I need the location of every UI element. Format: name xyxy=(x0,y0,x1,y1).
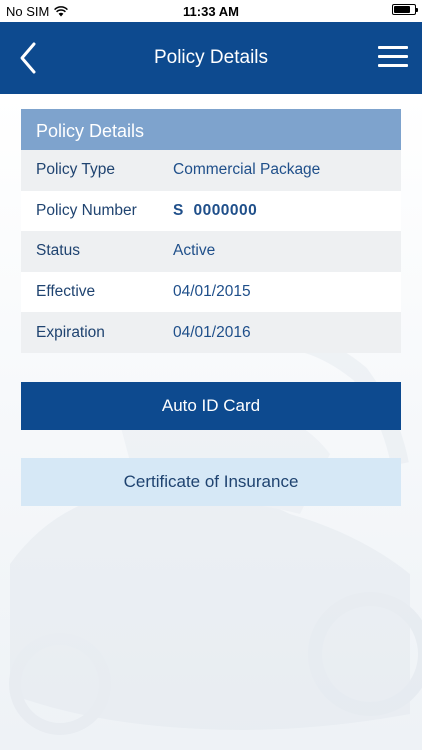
card-header: Policy Details xyxy=(21,109,401,150)
auto-id-card-button[interactable] xyxy=(21,382,401,430)
status-bar xyxy=(0,0,422,22)
row-value: 04/01/2016 xyxy=(173,323,251,341)
policy-details-card xyxy=(21,109,401,353)
certificate-of-insurance-button[interactable] xyxy=(21,458,401,506)
policy-number-row xyxy=(21,191,401,232)
hamburger-menu-icon xyxy=(378,55,408,58)
effective-row xyxy=(21,272,401,313)
expiration-row xyxy=(21,312,401,353)
row-label: Policy Type xyxy=(36,161,115,179)
status-right xyxy=(392,4,416,15)
row-label: Status xyxy=(36,242,80,260)
hamburger-menu-icon xyxy=(378,46,408,49)
button-label: Certificate of Insurance xyxy=(123,472,299,491)
row-value: S 0000000 xyxy=(173,201,258,219)
page-title: Policy Details xyxy=(153,47,269,68)
row-value: Commercial Package xyxy=(173,161,321,179)
policy-type-row xyxy=(21,150,401,191)
row-label: Expiration xyxy=(36,323,105,341)
status-time: 11:33 AM xyxy=(183,4,239,19)
battery-icon xyxy=(392,4,416,15)
row-value: Active xyxy=(173,242,216,260)
menu-button[interactable] xyxy=(378,46,408,68)
row-label: Effective xyxy=(36,283,96,301)
row-value: 04/01/2015 xyxy=(173,283,251,301)
carrier-label: No SIM xyxy=(6,4,50,19)
hamburger-menu-icon xyxy=(378,64,408,67)
battery-level xyxy=(394,6,410,13)
row-label: Policy Number xyxy=(36,201,137,219)
button-label: Auto ID Card xyxy=(161,396,261,415)
status-row xyxy=(21,231,401,272)
nav-bar xyxy=(0,22,422,94)
